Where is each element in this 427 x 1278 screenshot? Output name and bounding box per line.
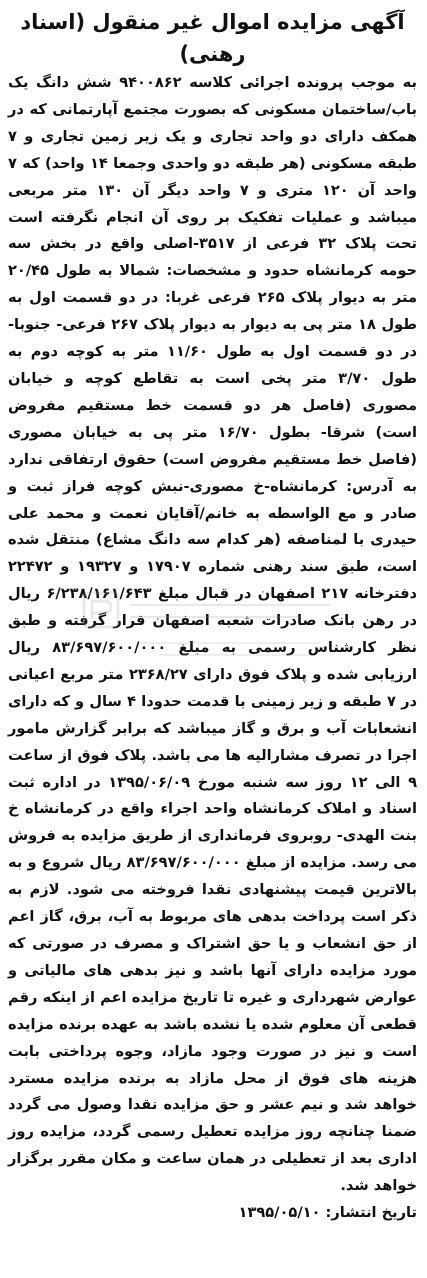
notice-title: آگهی مزایده اموال غیر منقول (اسناد رهنی) bbox=[20, 10, 405, 66]
notice-body-text: به موجب پرونده اجرائی کلاسه ۹۴۰۰۸۶۲ شش دانگ یک باب/ساختمان مسکونی که بصورت مجتمع آپارتمانی که در همکف دارای دو واحد تجاری و یک زیر زمین تجاری و ۷ طبقه مسکونی (هر طبقه دو واحدی وجمعا ۱۴ واحد) که ۷ واحد آن ۱۲۰ متری و ۷ واحد دیگر آن ۱۳۰ متر مربعی میباشد و عملیات تفکیک بر روی آن انجام نگرفته است تحت پلاک ۳۲ فرعی از ۳۵۱۷-اصلی واقع در بخش سه حومه کرمانشاه حدود و مشخصات: شمالا به طول ۲۰/۴۵ متر به دیوار پلاک ۲۶۵ فرعی غربا: در دو قسمت اول به طول ۱۸ متر پی به دیوار به دیوار پلاک ۲۶۷ فرعی- جنوبا- در دو قسمت اول به طول ۱۱/۶۰ متر به کوچه دوم به طول ۳/۷۰ متر پخی است به تقاطع کوچه و خیابان مصوری (فاصل هر دو قسمت خط مستقیم مفروض است) شرقا- بطول ۱۶/۷۰ متر پی به خیابان مصوری (فاصل خط مستقیم مفروض است) حقوق ارتفاقی ندارد به آدرس: کرمانشاه-خ مصوری-نبش کوچه فراز ثبت و صادر و مع الواسطه به خانم/آقایان نعمت و محمد علی حیدری با لمناصفه (هر کدام سه دانگ مشاع) منتقل شده است، طبق سند رهنی شماره ۱۷۹۰۷ و ۱۹۳۲۷ و ۲۲۴۷۲ دفترخانه ۲۱۷ اصفهان در قبال مبلغ ۶/۲۳۸/۱۶۱/۶۴۳ ریال در رهن بانک صادرات شعبه اصفهان قرار گرفته و طبق نظر کارشناس رسمی به مبلغ ۸۳/۶۹۷/۶۰۰/۰۰۰ ریال ارزیابی شده و پلاک فوق دارای ۲۳۶۸/۲۷ متر مربع اعیانی در ۷ طبقه و زیر زمینی با قدمت حدودا ۴ سال و که دارای انشعابات آب و برق و گاز میباشد که برابر گزارش مامور اجرا در تصرف مشارالیه ها می باشد. پلاک فوق از ساعت ۹ الی ۱۲ روز سه شنبه مورخ ۱۳۹۵/۰۶/۰۹ در اداره ثبت اسناد و املاک کرمانشاه واحد اجراء واقع در کرمانشاه خ بنت الهدی- روبروی فرمانداری از طریق مزایده به فروش می رسد. مزایده از مبلغ ۸۳/۶۹۷/۶۰۰/۰۰۰ ریال شروع و به بالاترین قیمت پیشنهادی نقدا فروخته می شود. لازم به ذکر است پرداخت بدهی های مربوط به آب، برق، گاز اعم از حق انشعاب و یا حق اشتراک و مصرف در صورتی که مورد مزایده دارای آنها باشد و نیز بدهی های مالیاتی و عوارض شهرداری و غیره تا تاریخ مزایده اعم از اینکه رقم قطعی آن معلوم شده یا نشده باشد به عهده برنده مزایده است و نیز در صورت وجود مازاد، وجوه پرداختی بابت هزینه های فوق از محل مازاد به برنده مزایده مسترد خواهد شد و نیم عشر و حق مزایده نقدا وصول می گردد ضمنا چنانچه روز مزایده تعطیل رسمی گردد، مزایده روز اداری بعد از تعطیلی در همان ساعت و مکان مقرر برگزار خواهد شد. bbox=[8, 74, 418, 1195]
publication-date: تاریخ انتشار: ۱۳۹۵/۰۵/۱۰ bbox=[238, 1204, 417, 1222]
notice-body bbox=[8, 70, 417, 1200]
